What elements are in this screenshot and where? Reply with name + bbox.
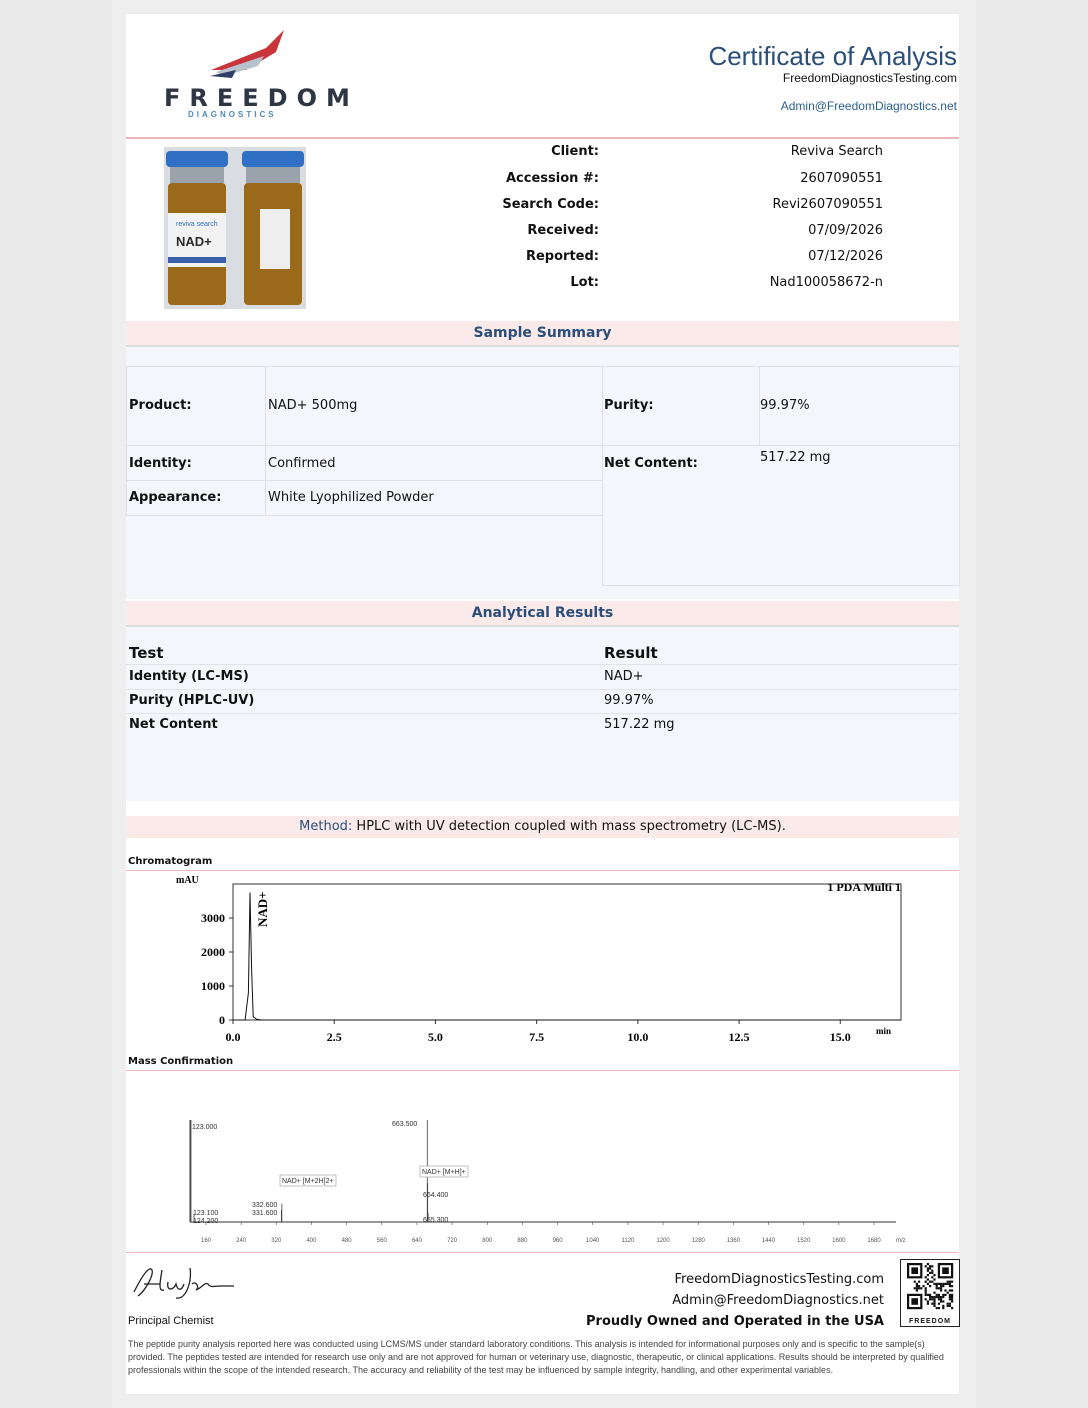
spectrum-peaks [191, 1120, 428, 1222]
qr-module [942, 1296, 944, 1298]
search-code-label: Search Code: [502, 197, 599, 212]
qr-module [922, 1285, 924, 1287]
col-result-header: Result [604, 644, 658, 662]
qr-module [927, 1267, 929, 1269]
x-tick-label: 15.0 [829, 1030, 851, 1044]
x-tick-label: 7.5 [529, 1030, 545, 1044]
qr-module [947, 1283, 949, 1285]
spectrum-x-tick-label: 800 [482, 1238, 493, 1244]
qr-module [931, 1270, 933, 1272]
ion-label-h: NAD+ [M+H]+ [422, 1169, 466, 1176]
spectrum-x-tick-label: 1120 [621, 1238, 635, 1244]
spectrum-x-tick-label: 1520 [797, 1238, 811, 1244]
sample-summary-header [126, 321, 959, 347]
spectrum-x-tick-label: 640 [411, 1238, 422, 1244]
footer-usa-tagline: Proudly Owned and Operated in the USA [586, 1314, 884, 1329]
spectrum-x-tick-label: 480 [341, 1238, 352, 1244]
mass-spectrum-chart [126, 1074, 959, 1254]
qr-module [947, 1303, 949, 1305]
qr-module [949, 1285, 951, 1287]
qr-module [940, 1287, 942, 1289]
product-value: NAD+ 500mg [268, 398, 358, 413]
identity-label: Identity: [129, 456, 192, 471]
qr-module [938, 1296, 940, 1298]
qr-module [933, 1296, 935, 1298]
qr-module [914, 1281, 916, 1283]
footer-divider [126, 1252, 959, 1253]
qr-module [942, 1283, 944, 1285]
ion-label-2h: NAD+ [M+2H]2+ [282, 1178, 334, 1185]
qr-module [931, 1303, 933, 1305]
qr-module [942, 1305, 944, 1307]
spectrum-x-tick-label: 1680 [867, 1238, 881, 1244]
qr-module [918, 1281, 920, 1283]
qr-module [938, 1303, 940, 1305]
qr-brand-label: FREEDOM [909, 1318, 951, 1325]
qr-finder [911, 1298, 918, 1305]
qr-module [929, 1267, 931, 1269]
qr-module [933, 1292, 935, 1294]
qr-module [927, 1300, 929, 1302]
qr-code-icon[interactable] [900, 1259, 960, 1327]
sample-summary-title: Sample Summary [473, 325, 612, 341]
qr-module [949, 1305, 951, 1307]
footer-email[interactable]: Admin@FreedomDiagnostics.net [672, 1293, 884, 1308]
qr-module [951, 1307, 953, 1309]
qr-module [947, 1292, 949, 1294]
spectrum-x-tick-label: 1040 [586, 1238, 600, 1244]
x-tick-label: 5.0 [427, 1030, 443, 1044]
qr-module [929, 1298, 931, 1300]
qr-module [916, 1285, 918, 1287]
qr-module [951, 1296, 953, 1298]
qr-module [933, 1305, 935, 1307]
qr-module [929, 1294, 931, 1296]
peak-label-a2: 124.200 [193, 1218, 219, 1225]
disclaimer-text: The peptide purity analysis reported here was conducted using LCMS/MS under standard laboratory conditions. This analysis is intended for informational purposes only and is specific to the sample(s) provided. The peptides tested are intended for research use only and are not approved for human or veterinary use, diagnostic, therapeutic, or clinical applications. Results should be interpreted by qualified professionals within the scope of the intended research. The accuracy and reliability of the test may be influenced by sample integrity, handling, and other experimental variables. [128, 1339, 944, 1375]
signer-title: Principal Chemist [128, 1315, 214, 1327]
net-content-label: Net Content: [604, 456, 698, 471]
qr-module [949, 1281, 951, 1283]
qr-module [944, 1294, 946, 1296]
page-frame [112, 0, 976, 1408]
certificate-sheet [126, 14, 959, 1394]
spectrum-x-tick-label: 240 [236, 1238, 247, 1244]
spectrum-x-tick-label: 1360 [726, 1238, 741, 1244]
qr-module [916, 1289, 918, 1291]
peak-label-a1: 123.100 [193, 1210, 219, 1217]
peak-label-b1: 332.600 [252, 1202, 278, 1209]
qr-module [916, 1287, 918, 1289]
lot-label: Lot: [570, 275, 599, 290]
method-label: Method: [299, 819, 353, 834]
x-unit-label: min [876, 1026, 892, 1036]
peak-label-top-center: 663.500 [392, 1121, 418, 1128]
mass-divider [126, 1070, 959, 1071]
net-content-value: 517.22 mg [760, 450, 831, 465]
search-code-value: Revi2607090551 [772, 197, 883, 212]
vial-label-brand: reviva search [176, 221, 218, 228]
spectrum-x-tick-label: 1280 [691, 1238, 705, 1244]
reported-row [426, 249, 883, 269]
qr-module [942, 1285, 944, 1287]
qr-module [927, 1270, 929, 1272]
result-test-name: Net Content [129, 717, 218, 732]
qr-code-pattern [901, 1260, 959, 1314]
qr-module [925, 1292, 927, 1294]
x-tick-label: 12.5 [728, 1030, 750, 1044]
purity-value: 99.97% [760, 398, 810, 413]
method-text: HPLC with UV detection coupled with mass spectrometry (LC-MS). [356, 819, 786, 834]
signature-image [130, 1262, 240, 1306]
qr-module [931, 1281, 933, 1283]
brand-tagline: DIAGNOSTICS [188, 110, 277, 119]
qr-module [949, 1289, 951, 1291]
document-title: Certificate of Analysis [708, 41, 957, 71]
qr-module [927, 1303, 929, 1305]
result-test-name: Purity (HPLC-UV) [129, 693, 255, 708]
qr-module [951, 1281, 953, 1283]
qr-module [931, 1276, 933, 1278]
spectrum-axis-ticks [201, 1222, 881, 1244]
qr-module [933, 1300, 935, 1302]
reported-value: 07/12/2026 [808, 249, 883, 264]
accession-label: Accession #: [505, 171, 599, 186]
qr-module [927, 1278, 929, 1280]
x-tick-label: 2.5 [326, 1030, 342, 1044]
chromatogram-axes [201, 911, 851, 1044]
spectrum-x-tick-label: 320 [271, 1238, 282, 1244]
qr-module [938, 1287, 940, 1289]
spectrum-x-tick-label: 1200 [656, 1238, 670, 1244]
qr-module [936, 1285, 938, 1287]
qr-module [920, 1287, 922, 1289]
product-label: Product: [129, 398, 192, 413]
qr-module [938, 1283, 940, 1285]
spectrum-x-tick-label: 560 [376, 1238, 387, 1244]
qr-module [951, 1285, 953, 1287]
y-tick-label: 3000 [201, 911, 225, 925]
spectrum-x-tick-label: 1600 [832, 1238, 846, 1244]
qr-module [929, 1265, 931, 1267]
qr-finder [911, 1267, 918, 1274]
lot-row [426, 275, 883, 295]
y-unit-label: mAU [176, 875, 199, 886]
qr-module [951, 1294, 953, 1296]
client-value: Reviva Search [790, 144, 883, 159]
spectrum-x-tick-label: 720 [447, 1238, 458, 1244]
appearance-label: Appearance: [129, 490, 222, 505]
qr-module [933, 1274, 935, 1276]
peak-label-c2: 665.300 [423, 1217, 449, 1224]
qr-module [940, 1300, 942, 1302]
qr-module [942, 1294, 944, 1296]
qr-module [938, 1298, 940, 1300]
results-header-row [126, 640, 959, 665]
product-vial-photo [164, 147, 306, 309]
qr-module [929, 1272, 931, 1274]
results-row-net-content [126, 713, 959, 737]
y-tick-label: 1000 [201, 979, 225, 993]
qr-module [933, 1283, 935, 1285]
peak-label-b2: 331.600 [252, 1210, 278, 1217]
spectrum-x-tick-label: 160 [200, 1238, 212, 1244]
qr-module [938, 1307, 940, 1309]
vial-label-product: NAD+ [176, 234, 212, 249]
result-value: 99.97% [604, 693, 654, 708]
spectrum-x-unit: m/z [896, 1238, 906, 1244]
qr-module [927, 1263, 929, 1265]
qr-module [925, 1289, 927, 1291]
qr-module [929, 1285, 931, 1287]
accession-value: 2607090551 [800, 171, 883, 186]
peak-label: NAD+ [255, 891, 270, 927]
qr-module [940, 1296, 942, 1298]
qr-module [936, 1307, 938, 1309]
qr-module [925, 1276, 927, 1278]
result-value: 517.22 mg [604, 717, 675, 732]
qr-module [933, 1303, 935, 1305]
results-row-identity [126, 665, 959, 690]
qr-module [947, 1305, 949, 1307]
qr-module [940, 1289, 942, 1291]
plot-frame [233, 884, 901, 1020]
qr-module [925, 1281, 927, 1283]
qr-module [929, 1296, 931, 1298]
qr-module [936, 1283, 938, 1285]
qr-module [936, 1296, 938, 1298]
qr-module [927, 1294, 929, 1296]
qr-module [951, 1300, 953, 1302]
qr-module [925, 1298, 927, 1300]
qr-module [925, 1294, 927, 1296]
spectrum-x-tick-label: 880 [517, 1238, 528, 1244]
qr-module [933, 1298, 935, 1300]
qr-module [940, 1298, 942, 1300]
qr-module [938, 1294, 940, 1296]
peak-label-c1: 664.400 [423, 1192, 449, 1199]
qr-module [944, 1289, 946, 1291]
qr-module [931, 1265, 933, 1267]
appearance-value: White Lyophilized Powder [268, 490, 434, 505]
qr-module [947, 1281, 949, 1283]
accession-row [426, 171, 883, 191]
x-tick-label: 10.0 [627, 1030, 649, 1044]
result-test-name: Identity (LC-MS) [129, 669, 249, 684]
eagle-wing-logo-icon [206, 26, 286, 78]
channel-label: 1 PDA Multi 1 [827, 880, 901, 894]
qr-finder [942, 1267, 949, 1274]
results-row-purity [126, 689, 959, 714]
client-label: Client: [551, 144, 599, 159]
qr-module [927, 1283, 929, 1285]
qr-module [927, 1274, 929, 1276]
qr-module [931, 1298, 933, 1300]
col-test-header: Test [129, 644, 164, 662]
qr-module [925, 1287, 927, 1289]
y-tick-label: 0 [219, 1013, 225, 1027]
qr-module [942, 1300, 944, 1302]
client-row [426, 144, 883, 164]
qr-module [931, 1296, 933, 1298]
qr-module [942, 1307, 944, 1309]
qr-module [949, 1296, 951, 1298]
search-code-row [426, 197, 883, 217]
qr-module [951, 1289, 953, 1291]
received-value: 07/09/2026 [808, 223, 883, 238]
qr-module [940, 1285, 942, 1287]
qr-module [949, 1298, 951, 1300]
qr-module [940, 1283, 942, 1285]
chromatogram-trace [233, 893, 901, 1021]
result-value: NAD+ [604, 669, 644, 684]
reported-label: Reported: [525, 249, 599, 264]
chromatogram-divider [126, 870, 959, 871]
footer-website[interactable]: FreedomDiagnosticsTesting.com [674, 1272, 884, 1287]
header-email-link[interactable]: Admin@FreedomDiagnostics.net [780, 99, 957, 113]
chromatogram-chart [126, 874, 959, 1049]
qr-module [918, 1285, 920, 1287]
y-tick-label: 2000 [201, 945, 225, 959]
spectrum-x-tick-label: 960 [552, 1238, 563, 1244]
qr-module [936, 1294, 938, 1296]
header-website: FreedomDiagnosticsTesting.com [782, 71, 957, 85]
method-banner [126, 816, 959, 838]
qr-module [916, 1283, 918, 1285]
qr-module [933, 1278, 935, 1280]
brand-name: FREEDOM [164, 84, 359, 112]
chromatogram-section-label: Chromatogram [128, 856, 213, 867]
lot-value: Nad100058672-n [769, 275, 883, 290]
x-tick-label: 0.0 [225, 1030, 241, 1044]
qr-module [949, 1303, 951, 1305]
received-row [426, 223, 883, 243]
qr-module [949, 1294, 951, 1296]
received-label: Received: [527, 223, 599, 238]
qr-module [914, 1287, 916, 1289]
header-divider [126, 137, 959, 139]
spectrum-x-tick-label: 400 [306, 1238, 317, 1244]
purity-label: Purity: [604, 398, 654, 413]
qr-module [949, 1283, 951, 1285]
analytical-results-title: Analytical Results [471, 605, 614, 621]
qr-module [936, 1287, 938, 1289]
identity-value: Confirmed [268, 456, 336, 471]
qr-module [925, 1265, 927, 1267]
qr-module [944, 1283, 946, 1285]
qr-module [918, 1287, 920, 1289]
mass-section-label: Mass Confirmation [128, 1056, 234, 1067]
qr-module [929, 1281, 931, 1283]
analytical-results-header [126, 601, 959, 627]
peak-label-top-left: 123.000 [192, 1124, 218, 1131]
spectrum-x-tick-label: 1440 [761, 1238, 776, 1244]
qr-module [931, 1272, 933, 1274]
qr-module [951, 1298, 953, 1300]
